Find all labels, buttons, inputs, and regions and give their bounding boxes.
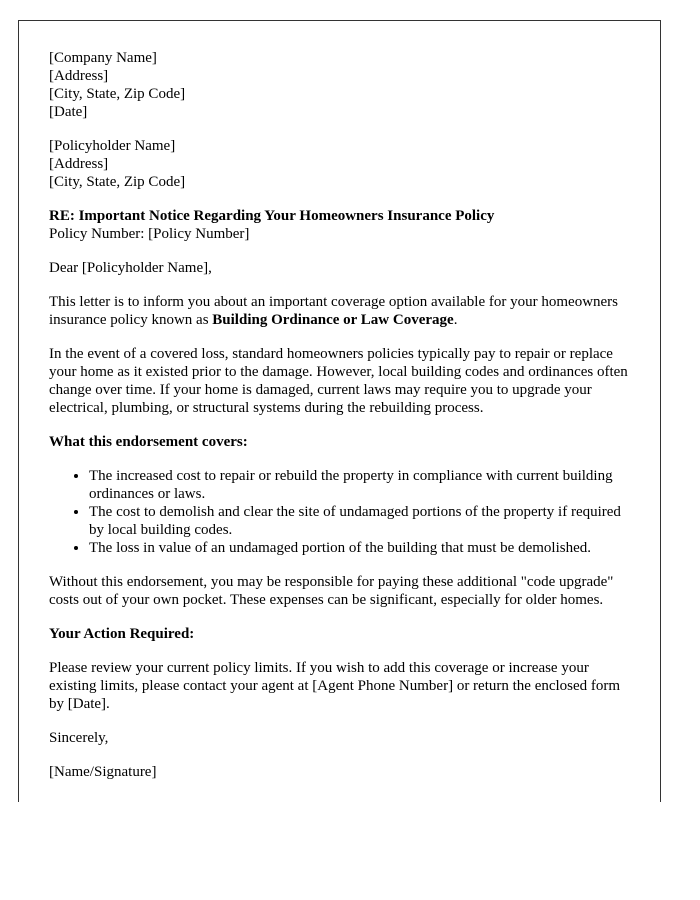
- recipient-city-state-zip: [City, State, Zip Code]: [49, 174, 186, 190]
- sender-city-state-zip: [City, State, Zip Code]: [49, 86, 186, 102]
- list-item: • The increased cost to repair or rebuild the property in compliance with current building ordinances or laws.: [89, 467, 632, 503]
- salutation: Dear [Policyholder Name],: [49, 260, 212, 276]
- sender-address-block: [49, 49, 632, 121]
- policy-number: Policy Number: [Policy Number]: [49, 226, 250, 242]
- closing: Sincerely,: [49, 730, 109, 746]
- action-heading: Your Action Required:: [49, 626, 195, 642]
- recipient-name: [Policyholder Name]: [49, 138, 176, 154]
- sender-address: [Address]: [49, 68, 109, 84]
- explanation-paragraph: In the event of a covered loss, standard homeowners policies typically pay to repair or replace your home as it existed prior to the damage. However, local building codes and ordinances often change over time. If your home is damaged, current laws may require you to upgrade your electrical, plumbing, or structural systems during the rebuilding process.: [49, 346, 628, 416]
- letter-page: [18, 20, 661, 802]
- letter-date: [Date]: [49, 104, 88, 120]
- list-item: • The cost to demolish and clear the site of undamaged portions of the property if required by local building codes.: [89, 503, 632, 539]
- recipient-address: [Address]: [49, 156, 109, 172]
- subject-block: [49, 207, 632, 243]
- intro-text: This letter is to inform you about an important coverage option available for your homeowners insurance policy known as: [49, 294, 619, 328]
- warning-paragraph: Without this endorsement, you may be responsible for paying these additional "code upgrade" costs out of your own pocket. These expenses can be significant, especially for older homes.: [49, 574, 614, 608]
- intro-end: .: [453, 312, 458, 328]
- recipient-address-block: [49, 137, 632, 191]
- coverage-name: Building Ordinance or Law Coverage: [212, 312, 454, 328]
- sender-company: [Company Name]: [49, 50, 157, 66]
- signature: [Name/Signature]: [49, 764, 157, 780]
- coverage-list: [49, 467, 632, 557]
- subject-line: RE: Important Notice Regarding Your Homeowners Insurance Policy: [49, 208, 495, 224]
- coverage-heading: What this endorsement covers:: [49, 434, 248, 450]
- action-paragraph: Please review your current policy limits. If you wish to add this coverage or increase your existing limits, please contact your agent at [Agent Phone Number] or return the enclosed form by [Date].: [49, 660, 621, 712]
- intro-paragraph: [49, 293, 632, 329]
- list-item: • The loss in value of an undamaged portion of the building that must be demolished.: [89, 539, 632, 557]
